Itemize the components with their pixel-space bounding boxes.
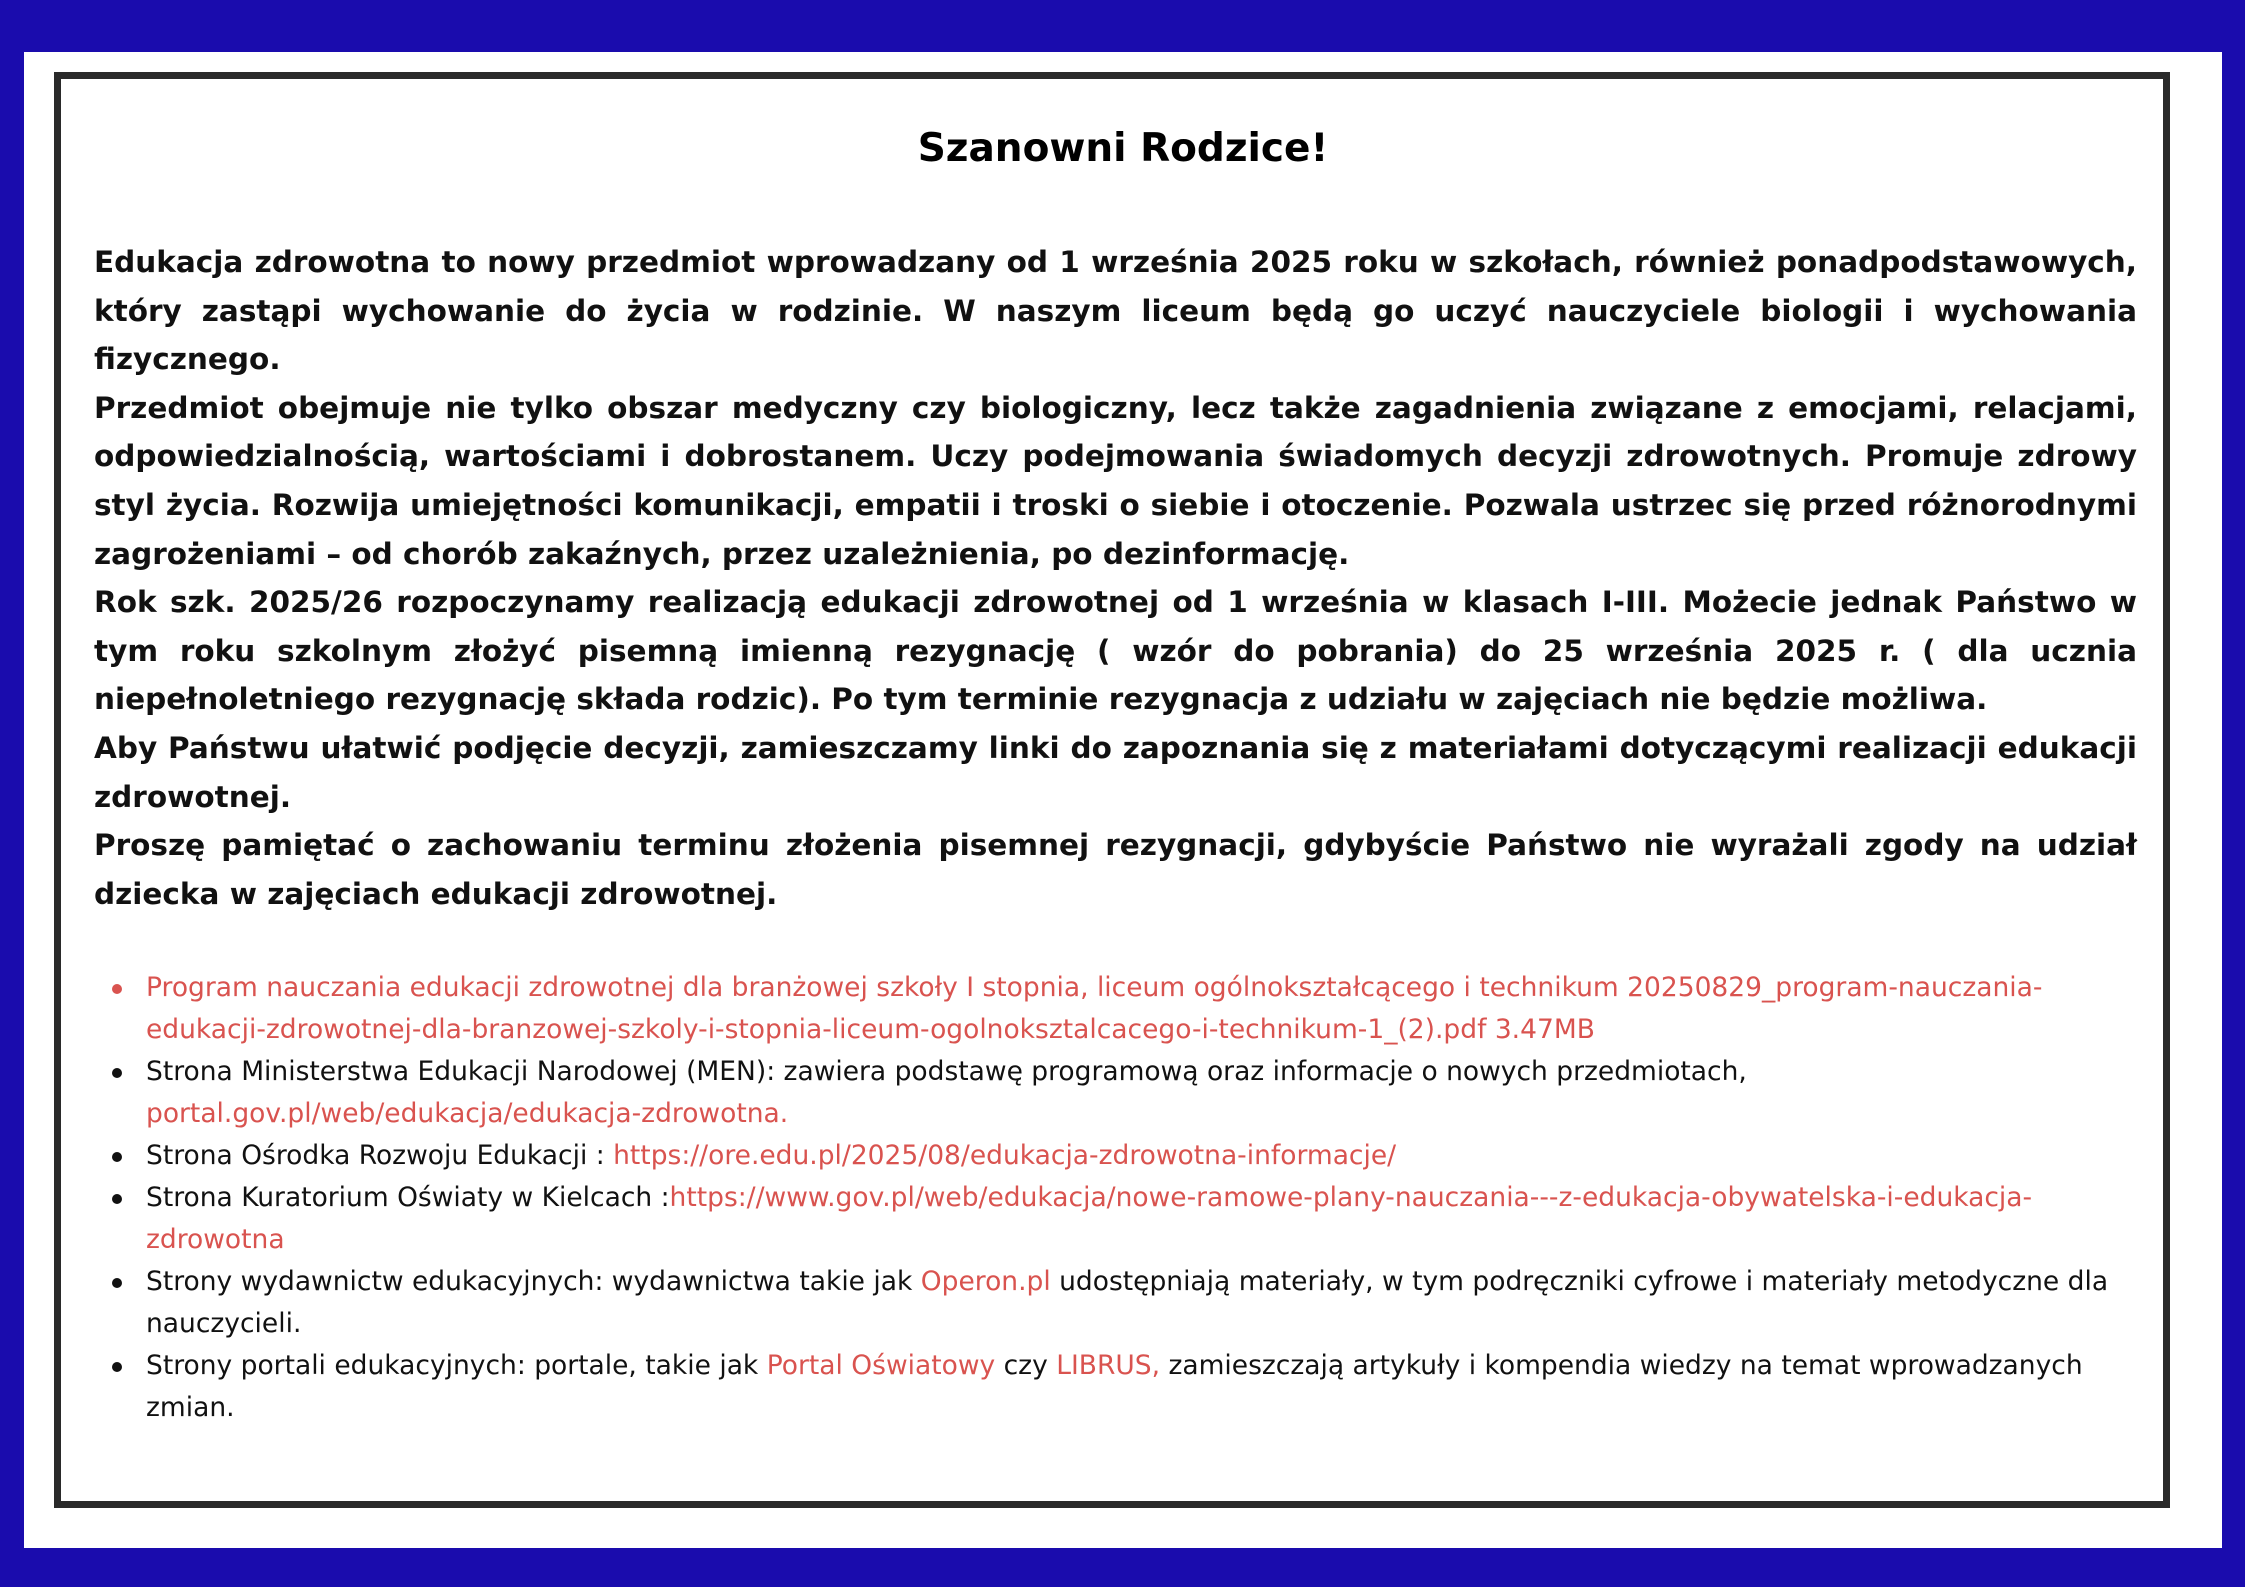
page-title: Szanowni Rodzice! (917, 126, 1329, 171)
list-item (94, 1345, 2154, 1429)
list-item (94, 1135, 2154, 1177)
men-portal-link[interactable]: portal.gov.pl/web/edukacja/edukacja-zdrowotna. (146, 1098, 789, 1129)
ore-link[interactable]: https://ore.edu.pl/2025/08/edukacja-zdrowotna-informacje/ (613, 1140, 1397, 1171)
paragraph-intro: Edukacja zdrowotna to nowy przedmiot wprowadzany od 1 września 2025 roku w szkołach, również ponadpodstawowych, który zastąpi wychowanie do życia w rodzinie. W naszym liceum będą go uczyć nauczyciele biologii i wychowania fizycznego. (94, 245, 2137, 377)
notice-body (94, 238, 2137, 918)
portals-text-after: zamieszczają artykuły i kompendia wiedzy na temat wprowadzanych zmian. (146, 1350, 2083, 1423)
resource-links-list (94, 967, 2154, 1429)
list-item (94, 967, 2154, 1051)
operon-link[interactable]: Operon.pl (920, 1266, 1051, 1297)
paragraph-resignation: Rok szk. 2025/26 rozpoczynamy realizacją edukacji zdrowotnej od 1 września w klasach I-III. Możecie jednak Państwo w tym roku szkolnym złożyć pisemną imienną rezygnację ( wzór do pobrania) do 25 września 2025 r. ( dla ucznia niepełnoletniego rezygnację składa rodzic). Po tym terminie rezygnacja z udziału w zajęciach nie będzie możliwa. (94, 585, 2137, 717)
men-description: Strona Ministerstwa Edukacji Narodowej (MEN): zawiera podstawę programową oraz informacje o nowych przedmiotach, (146, 1056, 1747, 1087)
notice-sheet (24, 52, 2222, 1548)
paragraph-scope: Przedmiot obejmuje nie tylko obszar medyczny czy biologiczny, lecz także zagadnienia związane z emocjami, relacjami, odpowiedzialnością, wartościami i dobrostanem. Uczy podejmowania świadomych decyzji zdrowotnych. Promuje zdrowy styl życia. Rozwija umiejętności komunikacji, empatii i troski o siebie i otoczenie. Pozwala ustrzec się przed różnorodnymi zagrożeniami – od chorób zakaźnych, przez uzależnienia, po dezinformację. (94, 390, 2137, 571)
publishers-text-before: Strony wydawnictw edukacyjnych: wydawnictwa takie jak (146, 1266, 921, 1297)
librus-link[interactable]: LIBRUS, (1056, 1350, 1161, 1381)
list-item (94, 1177, 2154, 1261)
kuratorium-description: Strona Kuratorium Oświaty w Kielcach : (146, 1182, 670, 1213)
paragraph-links-intro: Aby Państwu ułatwić podjęcie decyzji, zamieszczamy linki do zapoznania się z materiałami dotyczącymi realizacji edukacji zdrowotnej. (94, 730, 2137, 814)
portals-text-before: Strony portali edukacyjnych: portale, takie jak (146, 1350, 767, 1381)
publishers-text-after: udostępniają materiały, w tym podręczniki cyfrowe i materiały metodyczne dla nauczycieli. (146, 1266, 2109, 1339)
paragraph-reminder: Proszę pamiętać o zachowaniu terminu złożenia pisemnej rezygnacji, gdybyście Państwo nie wyrażali zgody na udział dziecka w zajęciach edukacji zdrowotnej. (94, 828, 2137, 911)
list-item (94, 1261, 2154, 1345)
list-item (94, 1051, 2154, 1135)
portal-oswiatowy-link[interactable]: Portal Oświatowy (766, 1350, 996, 1381)
program-pdf-link[interactable]: Program nauczania edukacji zdrowotnej dla branżowej szkoły I stopnia, liceum ogólnokształcącego i technikum 20250829_program-nauczania-edukacji-zdrowotnej-dla-branzowej-szkoly-i-stopnia-liceum-ogolnoksztalcacego-i-technikum-1_(2).pdf 3.47MB (146, 972, 2043, 1045)
kuratorium-link[interactable]: https://www.gov.pl/web/edukacja/nowe-ramowe-plany-nauczania---z-edukacja-obywatelska-i-edukacja-zdrowotna (146, 1182, 2033, 1255)
portals-text-middle: czy (995, 1350, 1057, 1381)
ore-description: Strona Ośrodka Rozwoju Edukacji : (146, 1140, 614, 1171)
